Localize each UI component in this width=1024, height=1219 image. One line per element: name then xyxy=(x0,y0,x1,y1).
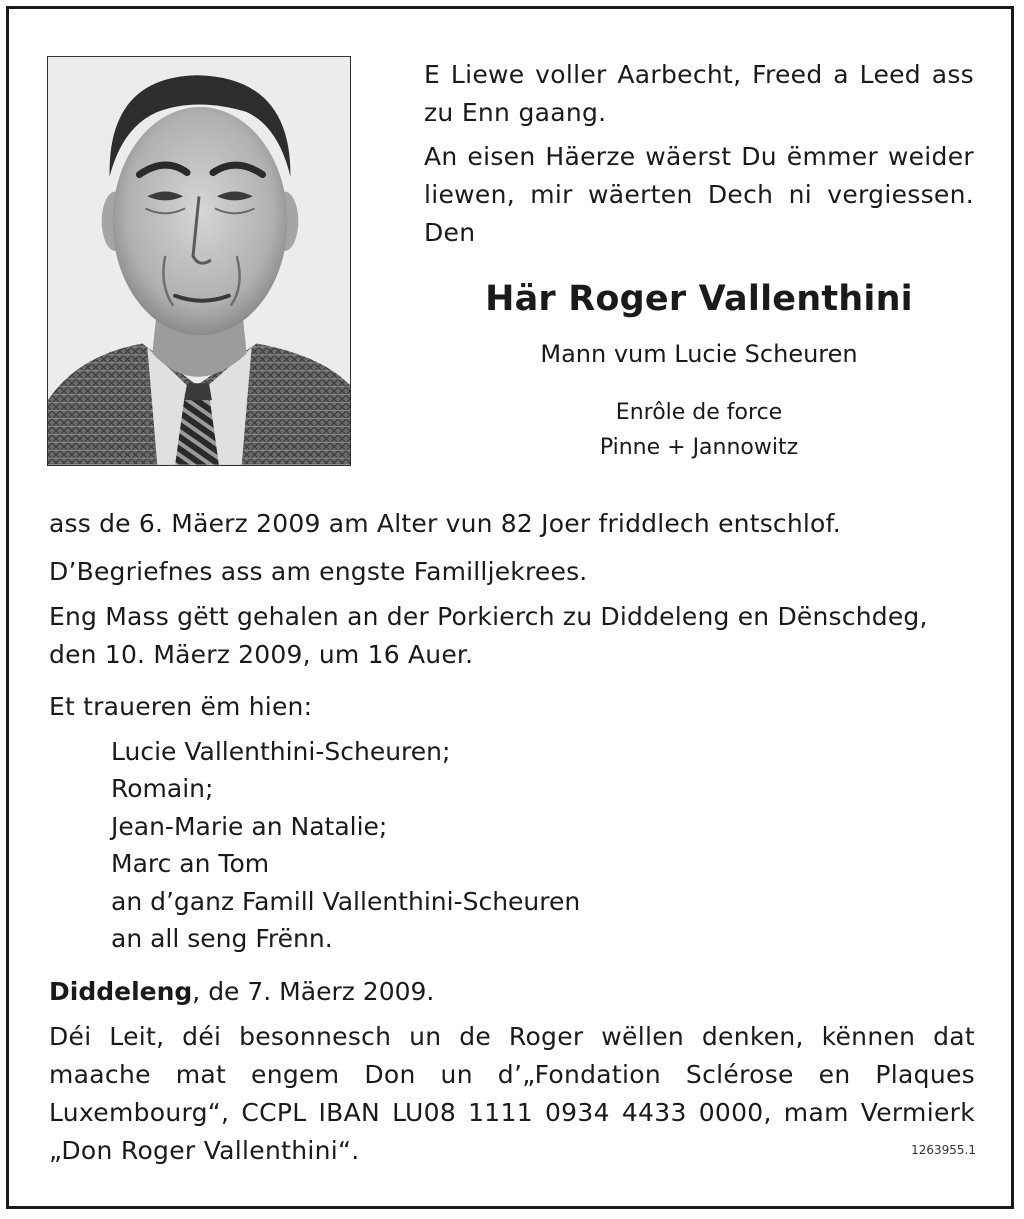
verse-second-line: An eisen Häerze wäerst Du ëmmer weider liewen, mir wäerten Dech ni vergiessen. Den xyxy=(424,142,974,247)
mass-notice: Eng Mass gëtt gehalen an der Porkierch zu Diddeleng en Dënschdeg, den 10. Mäerz 2009, um 16 Auer. xyxy=(49,602,928,669)
burial-notice: D’Begriefnes ass am engste Familljekrees. xyxy=(49,557,588,586)
reference-number: 1263955.1 xyxy=(911,1143,976,1157)
note-line-1: Enrôle de force xyxy=(615,400,783,425)
mourners-intro: Et traueren ëm hien: xyxy=(49,692,313,721)
note-line-2: Pinne + Jannowitz xyxy=(599,435,799,460)
spouse-line: Mann vum Lucie Scheuren xyxy=(540,340,858,368)
place-name: Diddeleng xyxy=(49,977,193,1006)
mourners-list xyxy=(111,733,580,957)
closing-date: , de 7. Mäerz 2009. xyxy=(192,977,435,1006)
verse-first-line: E Liewe voller Aarbecht, Freed a Leed ass zu Enn gaang. xyxy=(424,60,974,127)
mourner-item: an d’ganz Famill Vallenthini-Scheuren xyxy=(111,886,581,916)
mourner-item: Marc an Tom xyxy=(111,849,270,879)
mourner-item: an all seng Frënn. xyxy=(111,924,333,954)
mourner-item: Romain; xyxy=(111,774,214,804)
mourner-item: Lucie Vallenthini-Scheuren; xyxy=(111,737,451,766)
deceased-name: Här Roger Vallenthini xyxy=(485,279,913,319)
portrait-photo xyxy=(47,56,351,466)
place-date-line xyxy=(49,973,434,1011)
mourner-item: Jean-Marie an Natalie; xyxy=(111,811,388,841)
death-announcement: ass de 6. Mäerz 2009 am Alter vun 82 Joer friddlech entschlof. xyxy=(49,509,841,538)
donation-notice: Déi Leit, déi besonnesch un de Roger wëllen denken, kënnen dat maache mat engem Don un d’„Fondation Sclérose en Plaques Luxembourg“, CCPL IBAN LU08 1111 0934 4433 0000, mam Vermierk „Don Roger Vallenthini“. xyxy=(49,1022,975,1165)
